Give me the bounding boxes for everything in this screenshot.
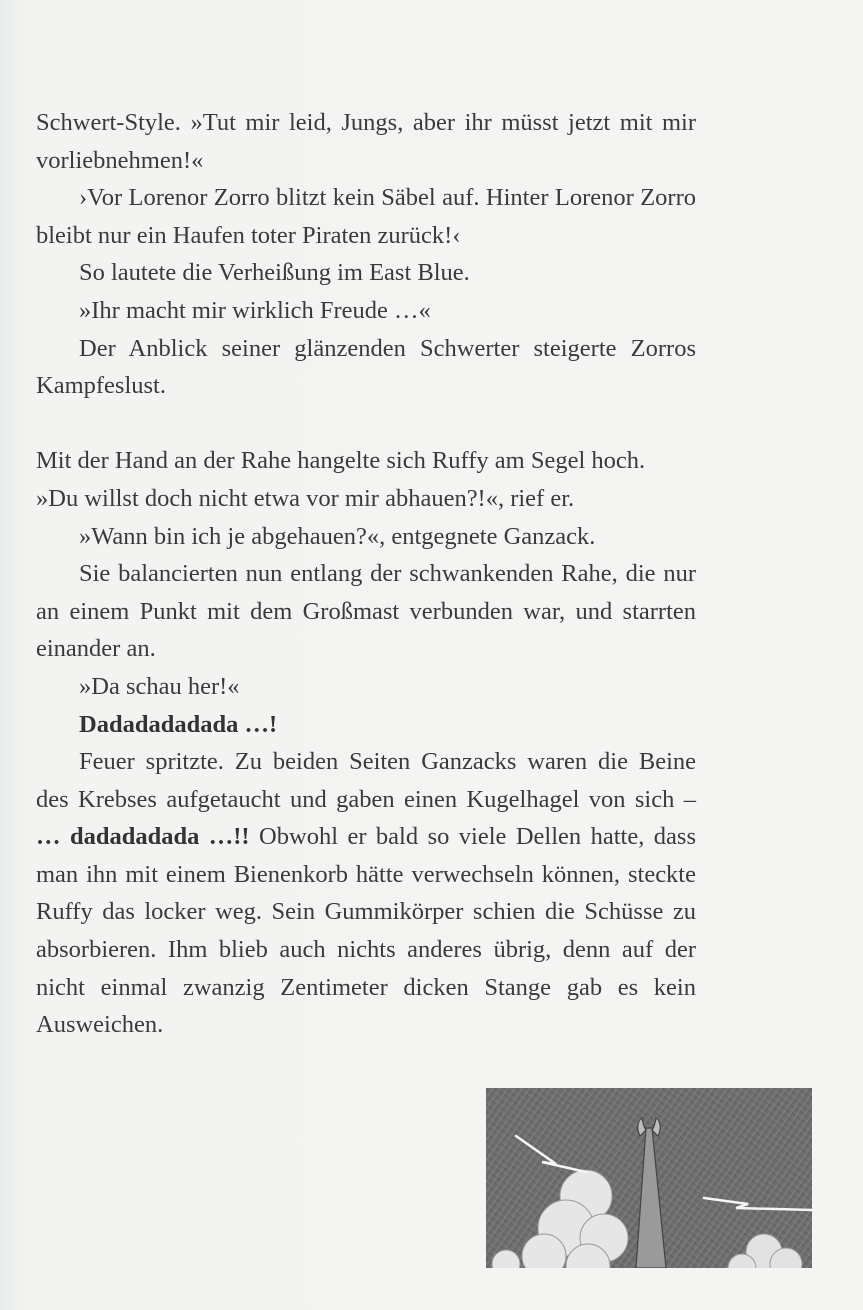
- paragraph: Der Anblick seiner glänzenden Schwerter steigerte Zorros Kampfeslust.: [36, 334, 696, 400]
- paragraph: Mit der Hand an der Rahe hangelte sich Ruffy am Segel hoch.: [36, 447, 646, 475]
- paragraph-sound-effect: [36, 706, 696, 744]
- text-run: Obwohl er bald so viele Dellen hatte, dass man ihn mit einem Bienenkorb hätte verwechseln können, steckte Ruffy das locker weg. Sein Gummikörper schien die Schüsse zu absorbieren. Ihm blieb auch nichts anderes übrig, denn auf der nicht einmal zwanzig Zentimeter dicken Stange gab es kein Ausweichen.: [36, 823, 696, 1039]
- paragraph: »Ihr macht mir wirklich Freude …«: [79, 296, 431, 324]
- paragraph: Sie balancierten nun entlang der schwankenden Rahe, die nur an einem Punkt mit dem Großmast verbunden war, und starrten einander an.: [36, 560, 696, 663]
- paragraph: ›Vor Lorenor Zorro blitzt kein Säbel auf. Hinter Lorenor Zorro bleibt nur ein Haufen toter Piraten zurück!‹: [36, 184, 696, 249]
- paragraph: »Wann bin ich je abgehauen?«, entgegnete Ganzack.: [79, 522, 596, 550]
- paragraph: [36, 743, 696, 1044]
- paragraph: Schwert-Style. »Tut mir leid, Jungs, aber ihr müsst jetzt mit mir vorliebnehmen!«: [36, 109, 696, 174]
- illustration: [486, 1088, 812, 1268]
- paragraph: So lautete die Verheißung im East Blue.: [79, 259, 470, 287]
- sound-effect: … dadadadada …!!: [36, 823, 250, 851]
- paragraph: »Du willst doch nicht etwa vor mir abhauen?!«, rief er.: [36, 484, 575, 512]
- text-run: Feuer spritzte. Zu beiden Seiten Ganzacks waren die Beine des Krebses aufgetaucht und gaben einen Kugelhagel von sich –: [36, 748, 696, 813]
- body-text: [36, 104, 696, 1044]
- paragraph: »Da schau her!«: [79, 672, 240, 700]
- sound-effect: Dadadadadada …!: [79, 710, 278, 738]
- mast-illustration: [486, 1088, 812, 1268]
